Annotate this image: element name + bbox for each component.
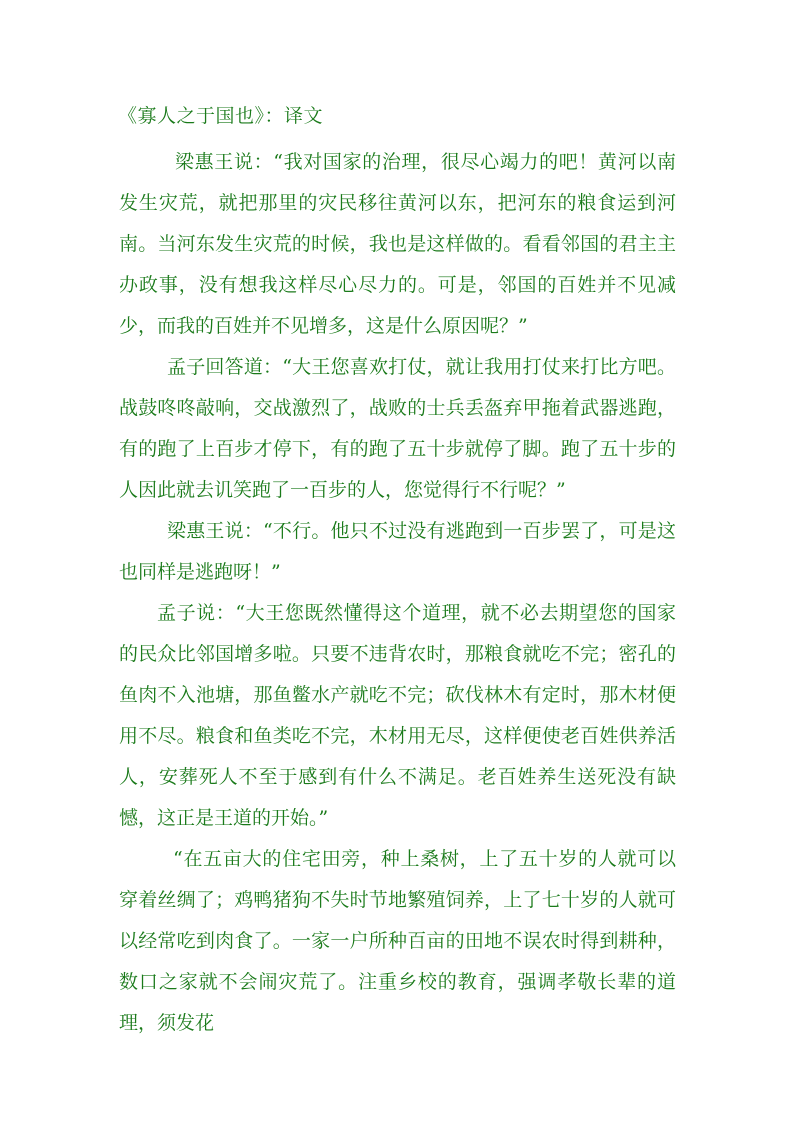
- document-title: 《寡人之于国也》：译文: [118, 105, 324, 127]
- paragraph-liang-hui-wang-reply: 梁惠王说：“不行。他只不过没有逃跑到一百步罢了，可是这也同样是逃跑呀！”: [119, 520, 676, 583]
- paragraph-liang-hui-wang-question: 梁惠王说：“我对国家的治理，很尽心竭力的吧！黄河以南发生灾荒，就把那里的灾民移往黄河以东，把河东的粮食运到河南。当河东发生灾荒的时候，我也是这样做的。看看邻国的君主主办政事，没有想我这样尽心尽力的。可是，邻国的百姓并不见减少，而我的百姓并不见增多，这是什么原因呢？”: [119, 151, 676, 337]
- paragraph-five-mu-house: “在五亩大的住宅田旁，种上桑树，上了五十岁的人就可以穿着丝绸了；鸡鸭猪狗不失时节地繁殖饲养，上了七十岁的人就可以经常吃到肉食了。一家一户所种百亩的田地不误农时得到耕种，数口之家就不会闹灾荒了。注重乡校的教育，强调孝敬长辈的道理，须发花: [119, 848, 676, 1034]
- paragraph-mencius-analogy: 孟子回答道：“大王您喜欢打仗，就让我用打仗来打比方吧。战鼓咚咚敲响，交战激烈了，战败的士兵丢盔弃甲拖着武器逃跑，有的跑了上百步才停下，有的跑了五十步就停了脚。跑了五十步的人因此就去讥笑跑了一百步的人，您觉得行不行呢？”: [119, 356, 676, 501]
- paragraph-mencius-wangdao: 孟子说：“大王您既然懂得这个道理，就不必去期望您的国家的民众比邻国增多啦。只要不违背农时，那粮食就吃不完；密孔的鱼肉不入池塘，那鱼鳖水产就吃不完；砍伐林木有定时，那木材便用不尽。粮食和鱼类吃不完，木材用无尽，这样便使老百姓供养活人，安葬死人不至于感到有什么不满足。老百姓养生送死没有缺憾，这正是王道的开始。”: [119, 602, 676, 829]
